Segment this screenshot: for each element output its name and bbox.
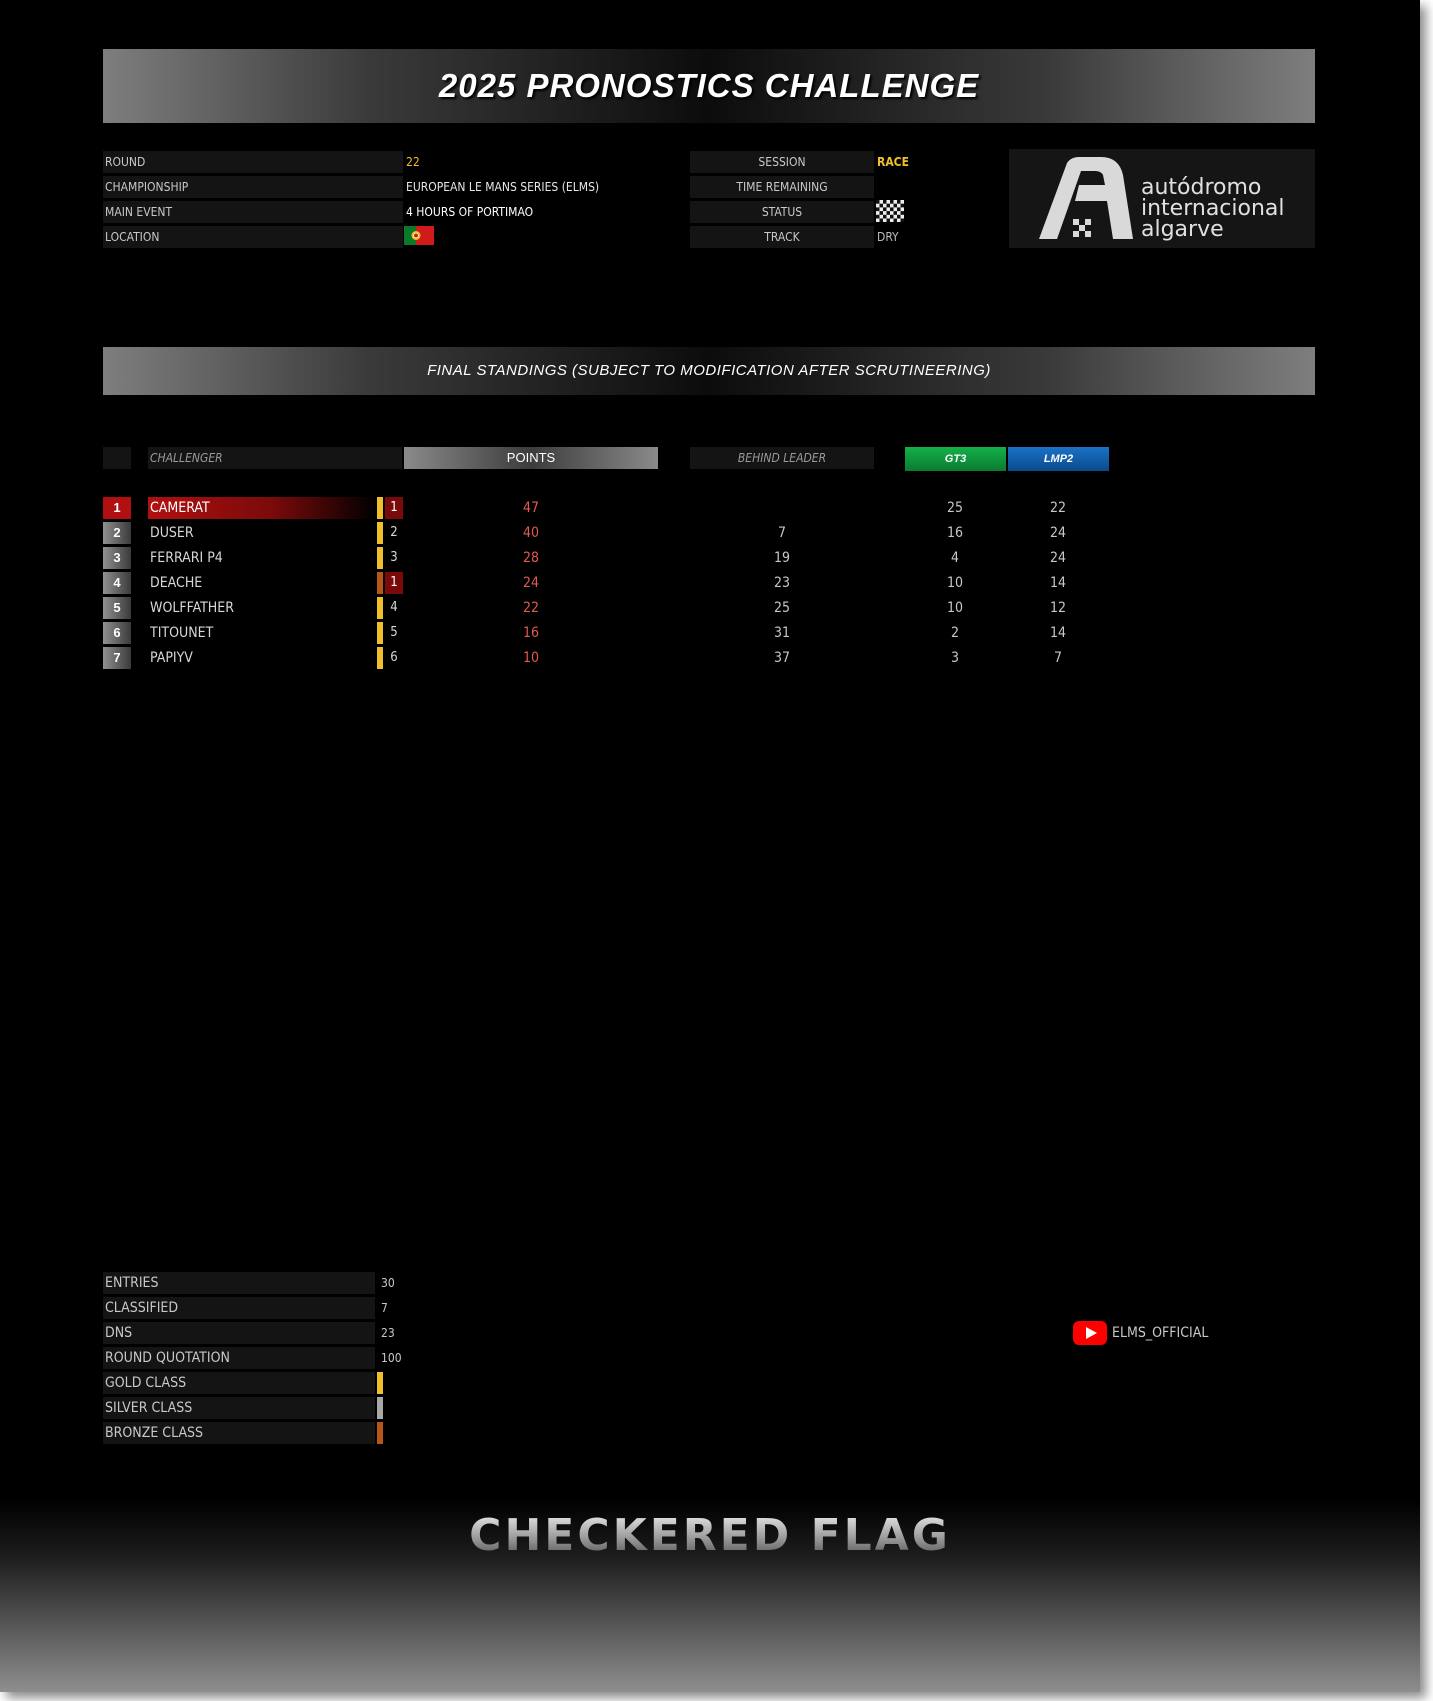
checkered-flag-brand: CHECKERED FLAG [0, 1510, 1420, 1561]
gt3-value: 2 [950, 625, 959, 641]
circuit-logo [1009, 149, 1315, 248]
stat-label: SILVER CLASS [103, 1397, 375, 1419]
lmp2-value: 24 [1049, 550, 1067, 566]
behind-leader-value: 19 [773, 550, 791, 566]
challenger-name[interactable]: FERRARI P4 [150, 550, 223, 566]
info-status-label: STATUS [690, 201, 874, 223]
lmp2-value: 14 [1049, 625, 1067, 641]
class-color-bar [377, 597, 383, 619]
class-color-bar [377, 522, 383, 544]
class-rank: 5 [390, 625, 398, 640]
lmp2-value: 12 [1049, 600, 1067, 616]
behind-leader-value: 25 [773, 600, 791, 616]
points-value: 24 [522, 575, 540, 591]
youtube-handle[interactable]: ELMS_OFFICIAL [1112, 1325, 1209, 1341]
portugal-flag-icon [404, 226, 434, 245]
info-championship-value: EUROPEAN LE MANS SERIES (ELMS) [406, 180, 600, 194]
stat-value: 23 [381, 1326, 395, 1340]
gt3-value: 4 [950, 550, 959, 566]
stat-value: 7 [381, 1301, 388, 1315]
behind-leader-value: 31 [773, 625, 791, 641]
stat-value: 30 [381, 1276, 395, 1290]
behind-leader-value [752, 497, 812, 519]
class-rank: 3 [390, 550, 398, 565]
info-round-value: 22 [406, 155, 420, 169]
position-badge: 1 [103, 497, 131, 519]
points-value: 22 [522, 600, 540, 616]
info-session-label: SESSION [690, 151, 874, 173]
info-track-label: TRACK [690, 226, 874, 248]
info-track-value: DRY [877, 230, 899, 244]
lmp2-value: 14 [1049, 575, 1067, 591]
title-banner [103, 49, 1315, 123]
points-value: 10 [522, 650, 540, 666]
gt3-value: 25 [946, 500, 964, 516]
challenger-name[interactable]: TITOUNET [150, 625, 214, 641]
gt3-value: 16 [946, 525, 964, 541]
lmp2-value: 22 [1049, 500, 1067, 516]
youtube-icon[interactable] [1073, 1321, 1107, 1345]
stat-label: CLASSIFIED [103, 1297, 375, 1319]
standings-title: FINAL STANDINGS (SUBJECT TO MODIFICATION AFTER SCRUTINEERING) [427, 362, 991, 379]
class-color-bar [377, 547, 383, 569]
stat-label: ROUND QUOTATION [103, 1347, 375, 1369]
logo-line-3: algarve [1141, 217, 1224, 242]
gt3-header: GT3 [905, 447, 1006, 471]
behind-leader-value: 37 [773, 650, 791, 666]
gt3-value: 3 [950, 650, 959, 666]
class-swatch [377, 1397, 383, 1419]
algarve-a-icon [1035, 157, 1135, 243]
info-location-label: LOCATION [103, 226, 403, 248]
info-round-label: ROUND [103, 151, 403, 173]
class-rank: 2 [390, 525, 398, 540]
challenger-name[interactable]: DUSER [150, 525, 194, 541]
stat-label: DNS [103, 1322, 375, 1344]
pos-header [103, 447, 131, 469]
class-color-bar [377, 572, 383, 594]
points-value: 40 [522, 525, 540, 541]
standings-banner [103, 347, 1315, 395]
challenger-name[interactable]: DEACHE [150, 575, 203, 591]
points-value: 16 [522, 625, 540, 641]
position-badge: 2 [103, 522, 131, 544]
class-rank: 1 [385, 497, 403, 519]
class-color-bar [377, 497, 383, 519]
points-value: 28 [522, 550, 540, 566]
lmp2-header: LMP2 [1008, 447, 1109, 471]
stats-block [103, 1272, 503, 1447]
class-rank: 4 [390, 600, 398, 615]
behind-leader-header: BEHIND LEADER [690, 447, 874, 469]
gt3-value: 10 [946, 600, 964, 616]
class-swatch [377, 1372, 383, 1394]
points-header: POINTS [404, 447, 658, 469]
class-rank: 1 [385, 572, 403, 594]
position-badge: 4 [103, 572, 131, 594]
behind-leader-value: 7 [777, 525, 786, 541]
standings-table [0, 497, 1420, 672]
info-session-value: RACE [877, 155, 909, 169]
class-color-bar [377, 622, 383, 644]
info-main-event-value: 4 HOURS OF PORTIMAO [406, 205, 534, 219]
stat-label: GOLD CLASS [103, 1372, 375, 1394]
logo-line-1: autódromo [1141, 175, 1262, 200]
position-badge: 5 [103, 597, 131, 619]
class-rank: 6 [390, 650, 398, 665]
position-badge: 6 [103, 622, 131, 644]
stat-label: BRONZE CLASS [103, 1422, 375, 1444]
class-swatch [377, 1422, 383, 1444]
logo-line-2: internacional [1141, 196, 1285, 221]
class-color-bar [377, 647, 383, 669]
info-main-event-label: MAIN EVENT [103, 201, 403, 223]
challenger-header: CHALLENGER [148, 447, 402, 469]
checkered-flag-icon [876, 200, 904, 222]
info-championship-label: CHAMPIONSHIP [103, 176, 403, 198]
info-time-remaining-label: TIME REMAINING [690, 176, 874, 198]
position-badge: 7 [103, 647, 131, 669]
points-value: 47 [522, 500, 540, 516]
position-badge: 3 [103, 547, 131, 569]
lmp2-value: 24 [1049, 525, 1067, 541]
stat-label: ENTRIES [103, 1272, 375, 1294]
challenger-name[interactable]: PAPIYV [150, 650, 193, 666]
behind-leader-value: 23 [773, 575, 791, 591]
challenger-name[interactable]: CAMERAT [148, 497, 376, 519]
lmp2-value: 7 [1053, 650, 1062, 666]
gt3-value: 10 [946, 575, 964, 591]
stat-value: 100 [381, 1351, 402, 1365]
page-title: 2025 PRONOSTICS CHALLENGE [438, 67, 980, 104]
challenger-name[interactable]: WOLFFATHER [150, 600, 234, 616]
